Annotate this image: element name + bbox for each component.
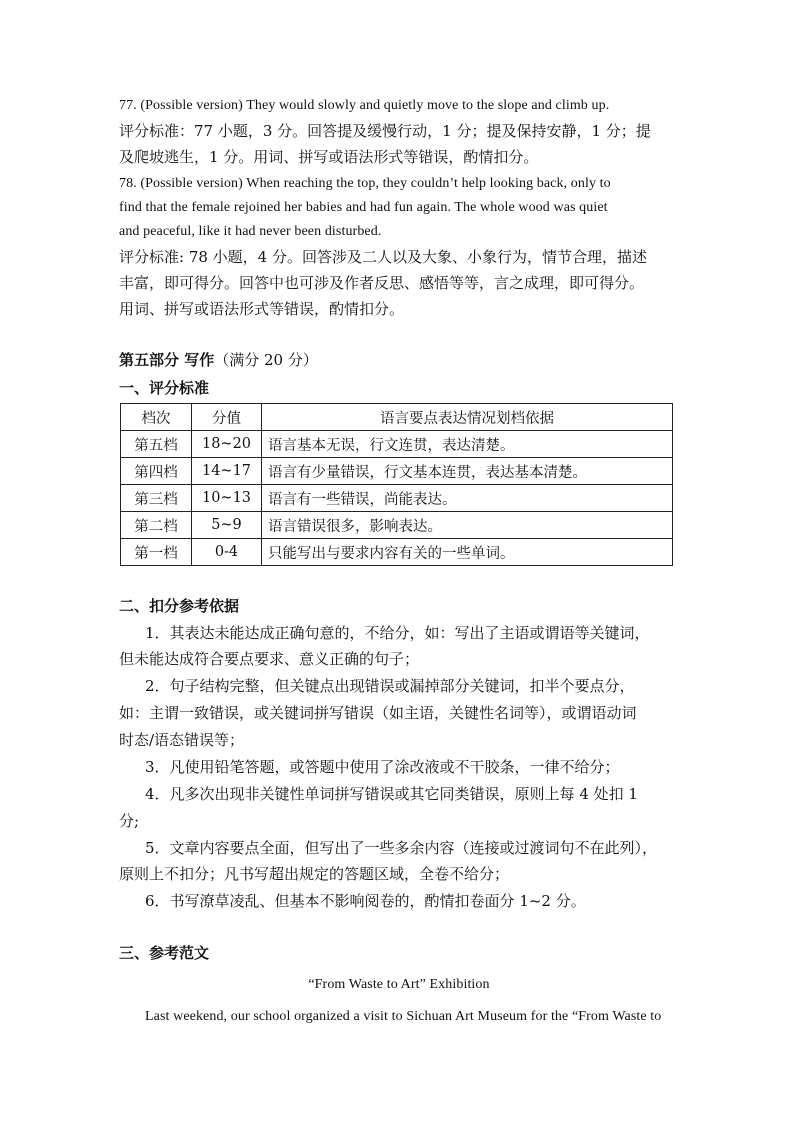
q78-answer-line: and peaceful, like it had never been disturbed. (119, 224, 382, 239)
table-cell: 语言基本无误，行文连贯，表达清楚。 (262, 431, 673, 458)
rule-line: 1．其表达未能达成正确句意的，不给分，如：写出了主语或谓语等关键词， (145, 624, 650, 642)
table-cell: 14~17 (192, 458, 262, 485)
table-cell: 第五档 (121, 431, 192, 458)
table-cell: 0-4 (192, 539, 262, 566)
table-row (121, 485, 673, 512)
subsection-title: 三、参考范文 (119, 944, 210, 962)
table-header: 档次 (121, 404, 192, 431)
rule-line: 如：主谓一致错误，或关键词拼写错误（如主语，关键性名词等），或谓语动词 (119, 704, 637, 722)
table-cell: 18~20 (192, 431, 262, 458)
table-row (121, 458, 673, 485)
section-title: 第五部分 写作 (119, 351, 215, 369)
rule-line: 分; (119, 812, 140, 830)
table-row (121, 431, 673, 458)
q77-criteria-line: 评分标准：77 小题，3 分。回答提及缓慢行动，1 分；提及保持安静，1 分；提 (119, 122, 651, 140)
q77-answer: 77. (Possible version) They would slowly and quietly move to the slope and climb up. (119, 98, 610, 113)
rule-line: 2．句子结构完整，但关键点出现错误或漏掉部分关键词，扣半个要点分， (145, 677, 635, 695)
table-cell: 第二档 (121, 512, 192, 539)
table-header: 语言要点表达情况划档依据 (262, 404, 673, 431)
table-row (121, 512, 673, 539)
table-cell: 第三档 (121, 485, 192, 512)
table-cell: 只能写出与要求内容有关的一些单词。 (262, 539, 673, 566)
table-row (121, 539, 673, 566)
q78-answer-line: 78. (Possible version) When reaching the top, they couldn’t help looking back, only to (119, 176, 611, 191)
subsection-title: 一、评分标准 (119, 379, 210, 397)
rule-line: 5．文章内容要点全面，但写出了一些多余内容（连接或过渡词句不在此列）， (145, 839, 658, 857)
table-cell: 第一档 (121, 539, 192, 566)
rule-line: 但未能达成符合要点要求、意义正确的句子； (119, 650, 420, 668)
essay-title: “From Waste to Art” Exhibition (308, 977, 490, 992)
q78-criteria-line: 评分标准: 78 小题，4 分。回答涉及二人以及大象、小象行为，情节合理，描述 (119, 248, 647, 266)
q78-criteria-line: 丰富，即可得分。回答中也可涉及作者反思、感悟等等，言之成理，即可得分。 (119, 274, 645, 292)
table-cell: 5~9 (192, 512, 262, 539)
grading-table (120, 403, 673, 566)
table-cell: 语言有一些错误，尚能表达。 (262, 485, 673, 512)
q77-criteria-line: 及爬坡逃生，1 分。用词、拼写或语法形式等错误，酌情扣分。 (119, 148, 539, 166)
rule-line: 时态/语态错误等； (119, 731, 245, 749)
table-cell: 10~13 (192, 485, 262, 512)
q78-criteria-line: 用词、拼写或语法形式等错误，酌情扣分。 (119, 300, 405, 318)
rule-line: 原则上不扣分；凡书写超出规定的答题区域，全卷不给分； (119, 865, 510, 883)
subsection-title: 二、扣分参考依据 (119, 597, 240, 615)
table-cell: 语言错误很多，影响表达。 (262, 512, 673, 539)
table-cell: 语言有少量错误，行文基本连贯，表达基本清楚。 (262, 458, 673, 485)
rule-line: 6．书写潦草凌乱、但基本不影响阅卷的，酌情扣卷面分 1~2 分。 (145, 892, 586, 910)
table-cell: 第四档 (121, 458, 192, 485)
section-heading (119, 350, 679, 370)
section-score-note: （满分 20 分） (214, 351, 318, 369)
rule-line: 4．凡多次出现非关键性单词拼写错误或其它同类错误，原则上每 4 处扣 1 (145, 785, 638, 803)
table-header-row (121, 404, 673, 431)
rule-line: 3．凡使用铅笔答题，或答题中使用了涂改液或不干胶条，一律不给分； (145, 758, 620, 776)
table-header: 分值 (192, 404, 262, 431)
essay-line: Last weekend, our school organized a visit to Sichuan Art Museum for the “From Waste to (145, 1009, 662, 1024)
q78-answer-line: find that the female rejoined her babies and had fun again. The whole wood was quiet (119, 200, 608, 215)
